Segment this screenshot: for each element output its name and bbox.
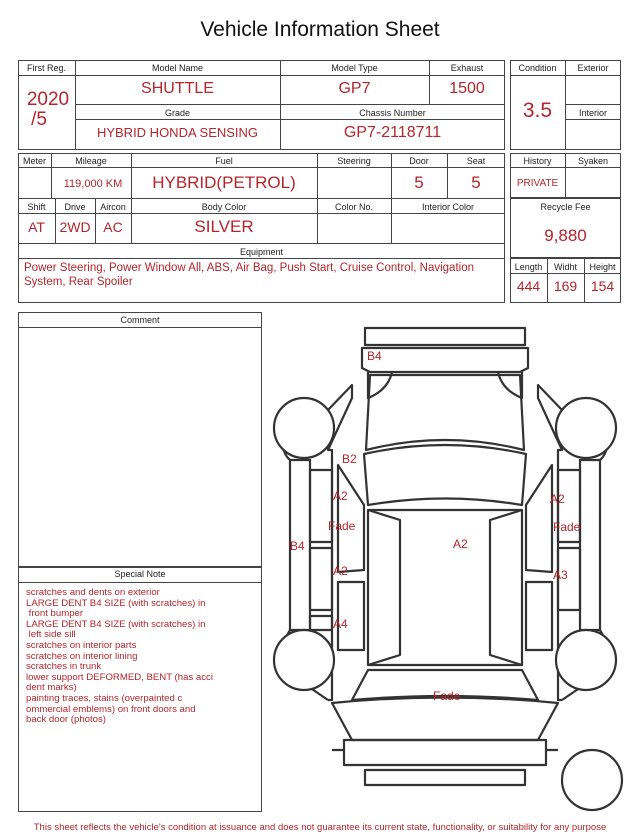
drive-value: 2WD (59, 219, 91, 235)
recycle-fee-value: 9,880 (544, 226, 587, 245)
mark-right-front-1: A2 (550, 492, 565, 506)
note-line: scratches in trunk (26, 661, 102, 673)
equipment-label: Equipment (239, 247, 284, 257)
grade-label: Grade (164, 108, 190, 118)
comment-box (18, 312, 262, 567)
mark-hood: B2 (342, 452, 357, 466)
mark-left-front-1: A2 (333, 489, 348, 503)
exhaust-value: 1500 (449, 80, 485, 97)
history-value: PRIVATE (516, 178, 559, 189)
chassis-value: GP7-2118711 (343, 124, 442, 141)
model-type-label: Model Type (331, 63, 378, 73)
comment-label: Comment (120, 315, 160, 325)
shift-label: Shift (27, 202, 46, 212)
model-type-value: GP7 (338, 80, 371, 97)
hood-panel (366, 375, 524, 450)
door-label: Door (409, 156, 429, 166)
note-line: LARGE DENT B4 SIZE (with scratches) in (26, 618, 206, 630)
note-line: ommercial emblems) on front doors and (26, 703, 196, 715)
front-bumper-panel (362, 348, 528, 372)
note-line: scratches on interior parts (26, 639, 137, 651)
rear-hatch (332, 698, 558, 741)
height-value: 154 (590, 278, 615, 294)
aircon-value: AC (103, 219, 123, 235)
exhaust-label: Exhaust (450, 63, 484, 73)
seat-label: Seat (466, 156, 486, 166)
mileage-value: 119,000 KM (63, 178, 123, 190)
rear-right-wheel (556, 630, 616, 690)
note-line: dent marks) (26, 682, 77, 694)
first-reg-year: 2020 (26, 89, 70, 110)
history-label: History (523, 156, 552, 166)
note-line: scratches and dents on exterior (26, 587, 160, 598)
note-line: back door (photos) (26, 714, 106, 726)
mark-left-rear-door: A2 (333, 564, 348, 578)
note-line: painting traces, stains (overpainted c (26, 692, 183, 704)
body-color-value: SILVER (194, 217, 254, 236)
mark-left-front-2: Fade (328, 519, 356, 533)
mark-rear: Fade (433, 689, 461, 703)
shift-value: AT (28, 219, 45, 235)
steering-label: Steering (337, 156, 371, 166)
spare-wheel (562, 750, 622, 810)
note-line: LARGE DENT B4 SIZE (with scratches) in (26, 597, 206, 609)
length-label: Length (514, 262, 543, 272)
special-note-label: Special Note (114, 569, 166, 579)
condition-label: Condition (518, 63, 557, 73)
car-damage-diagram (270, 320, 635, 820)
condition-value: 3.5 (522, 99, 553, 122)
chassis-label: Chassis Number (359, 108, 426, 118)
height-label: Height (589, 262, 616, 272)
drive-label: Drive (64, 202, 86, 212)
width-value: 169 (553, 278, 578, 294)
syaken-label: Syaken (577, 156, 609, 166)
note-line: scratches on interior lining (26, 650, 138, 662)
recycle-fee-label: Recycle Fee (540, 202, 591, 212)
seat-value: 5 (471, 173, 481, 192)
fuel-value: HYBRID(PETROL) (152, 173, 296, 192)
front-bumper-shape (365, 328, 525, 345)
left-quarter-panel (310, 616, 332, 630)
door-value: 5 (414, 173, 424, 192)
model-name-label: Model Name (151, 63, 204, 73)
grade-value: HYBRID HONDA SENSING (96, 125, 259, 140)
page-title: Vehicle Information Sheet (200, 18, 440, 41)
model-name-value: SHUTTLE (141, 80, 214, 97)
rear-left-wheel (274, 630, 334, 690)
special-note-text (26, 588, 258, 726)
mark-left-sill: B4 (290, 539, 305, 553)
color-no-label: Color No. (334, 202, 373, 212)
note-line: left side sill (26, 629, 76, 641)
aircon-label: Aircon (100, 202, 126, 212)
front-right-wheel (556, 398, 616, 458)
body-color-label: Body Color (201, 202, 247, 212)
fuel-label: Fuel (215, 156, 233, 166)
first-reg-month: /5 (31, 109, 47, 130)
length-value: 444 (516, 278, 541, 294)
left-rear-door-panel (310, 548, 332, 610)
interior-label: Interior (578, 108, 607, 118)
windshield (364, 445, 526, 505)
note-line: lower support DEFORMED, BENT (has acci (26, 671, 213, 683)
rear-bumper-panel (344, 740, 546, 765)
width-label: Widht (553, 262, 577, 272)
disclaimer-footer: This sheet reflects the vehicle's condition at issuance and does not guarantee its current state, functionality, or suitability for any purpose (33, 822, 607, 833)
meter-label: Meter (22, 156, 46, 166)
mark-front-bumper: B4 (367, 349, 382, 363)
front-left-wheel (274, 398, 334, 458)
exterior-label: Exterior (577, 63, 609, 73)
rear-bar (365, 770, 525, 785)
first-reg-label: First Reg. (26, 63, 66, 73)
equipment-value: Power Steering, Power Window All, ABS, Air Bag, Push Start, Cruise Control, Navigation System, Rear Spoiler (24, 262, 474, 288)
mileage-label: Mileage (75, 156, 107, 166)
note-line: front bumper (26, 608, 84, 620)
mark-right-rear-door: A3 (553, 568, 568, 582)
roof-panel (368, 510, 522, 665)
interior-color-label: Interior Color (421, 202, 475, 212)
mark-right-front-2: Fade (553, 520, 581, 534)
mark-left-rear-quarter: A4 (333, 617, 348, 631)
mark-roof: A2 (453, 537, 468, 551)
